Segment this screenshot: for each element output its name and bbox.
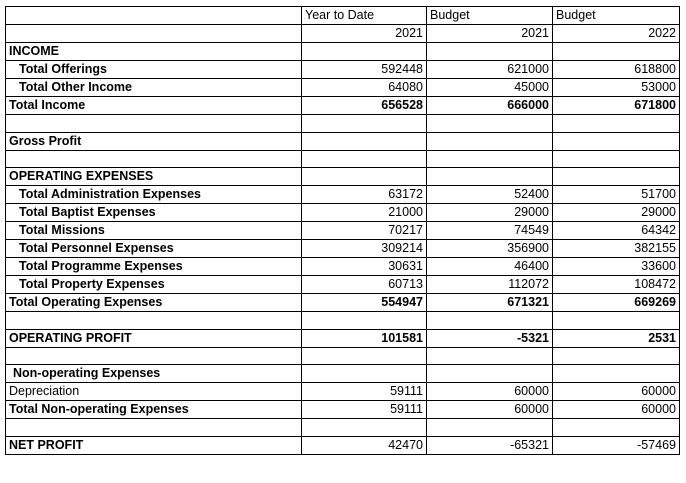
- total-non-operating-row: [6, 401, 680, 419]
- total-income-row: [6, 97, 680, 115]
- empty-cell: [427, 115, 553, 133]
- empty-cell: [427, 132, 553, 150]
- empty-cell: [6, 115, 302, 133]
- operating-profit-row: [6, 329, 680, 347]
- ytd-value: 656528: [302, 97, 427, 115]
- empty-cell: [427, 365, 553, 383]
- budget-2022-value: 51700: [553, 186, 680, 204]
- row-label: NET PROFIT: [6, 436, 302, 454]
- spacer-row: [6, 150, 680, 168]
- row-label: Total Baptist Expenses: [6, 204, 302, 222]
- empty-cell: [553, 312, 680, 330]
- non-operating-title-row: [6, 365, 680, 383]
- budget-2021-value: 60000: [427, 401, 553, 419]
- budget-2021-value: 356900: [427, 240, 553, 258]
- non-operating-title: Non-operating Expenses: [6, 365, 302, 383]
- empty-cell: [427, 168, 553, 186]
- table-row: [6, 61, 680, 79]
- header-row-labels: [6, 7, 680, 25]
- row-label: Gross Profit: [6, 132, 302, 150]
- empty-cell: [302, 150, 427, 168]
- empty-cell: [6, 150, 302, 168]
- row-label: Total Income: [6, 97, 302, 115]
- budget-2022-value: 33600: [553, 258, 680, 276]
- empty-cell: [553, 419, 680, 437]
- spacer-row: [6, 312, 680, 330]
- ytd-value: 21000: [302, 204, 427, 222]
- budget-2021-value: 45000: [427, 79, 553, 97]
- budget-2021-value: 60000: [427, 383, 553, 401]
- empty-cell: [302, 312, 427, 330]
- ytd-value: 554947: [302, 294, 427, 312]
- budget-2021-value: 52400: [427, 186, 553, 204]
- budget-2022-value: 669269: [553, 294, 680, 312]
- ytd-value: 592448: [302, 61, 427, 79]
- budget-2022-value: 618800: [553, 61, 680, 79]
- empty-cell: [6, 25, 302, 43]
- budget-2022-value: 64342: [553, 222, 680, 240]
- empty-cell: [427, 43, 553, 61]
- empty-cell: [302, 43, 427, 61]
- income-title: INCOME: [6, 43, 302, 61]
- ytd-value: 309214: [302, 240, 427, 258]
- empty-cell: [302, 115, 427, 133]
- ytd-value: 60713: [302, 276, 427, 294]
- empty-cell: [427, 419, 553, 437]
- ytd-value: 59111: [302, 383, 427, 401]
- table-row: [6, 222, 680, 240]
- row-label: Depreciation: [6, 383, 302, 401]
- empty-cell: [553, 115, 680, 133]
- empty-cell: [302, 419, 427, 437]
- budget-2021-value: 666000: [427, 97, 553, 115]
- row-label: Total Programme Expenses: [6, 258, 302, 276]
- ytd-value: 70217: [302, 222, 427, 240]
- col-budget-2021-year: 2021: [427, 25, 553, 43]
- header-row-years: [6, 25, 680, 43]
- empty-cell: [427, 312, 553, 330]
- empty-cell: [553, 150, 680, 168]
- row-label: Total Other Income: [6, 79, 302, 97]
- budget-2021-value: 621000: [427, 61, 553, 79]
- empty-cell: [553, 347, 680, 365]
- row-label: Total Offerings: [6, 61, 302, 79]
- col-budget-2021-header: Budget: [427, 7, 553, 25]
- budget-2022-value: 29000: [553, 204, 680, 222]
- table-row: [6, 258, 680, 276]
- table-row: [6, 383, 680, 401]
- budget-2021-value: 671321: [427, 294, 553, 312]
- row-label: Total Non-operating Expenses: [6, 401, 302, 419]
- empty-cell: [553, 168, 680, 186]
- total-operating-row: [6, 294, 680, 312]
- row-label: Total Missions: [6, 222, 302, 240]
- budget-2021-value: 29000: [427, 204, 553, 222]
- net-profit-row: [6, 436, 680, 454]
- budget-2022-value: 2531: [553, 329, 680, 347]
- empty-cell: [6, 312, 302, 330]
- ytd-value: 64080: [302, 79, 427, 97]
- row-label: Total Property Expenses: [6, 276, 302, 294]
- empty-cell: [302, 168, 427, 186]
- budget-2021-value: 112072: [427, 276, 553, 294]
- ytd-value: 42470: [302, 436, 427, 454]
- col-ytd-year: 2021: [302, 25, 427, 43]
- col-budget-2022-header: Budget: [553, 7, 680, 25]
- empty-cell: [427, 150, 553, 168]
- budget-2022-value: 60000: [553, 401, 680, 419]
- operating-title-row: [6, 168, 680, 186]
- ytd-value: 101581: [302, 329, 427, 347]
- financial-report-table: [5, 6, 680, 455]
- row-label: Total Personnel Expenses: [6, 240, 302, 258]
- spacer-row: [6, 419, 680, 437]
- table-row: [6, 240, 680, 258]
- empty-cell: [6, 7, 302, 25]
- budget-2022-value: 53000: [553, 79, 680, 97]
- row-label: Total Administration Expenses: [6, 186, 302, 204]
- ytd-value: 59111: [302, 401, 427, 419]
- empty-cell: [302, 132, 427, 150]
- budget-2022-value: 382155: [553, 240, 680, 258]
- row-label: OPERATING PROFIT: [6, 329, 302, 347]
- budget-2021-value: 74549: [427, 222, 553, 240]
- col-ytd-header: Year to Date: [302, 7, 427, 25]
- spacer-row: [6, 347, 680, 365]
- empty-cell: [6, 419, 302, 437]
- budget-2022-value: 671800: [553, 97, 680, 115]
- budget-2022-value: -57469: [553, 436, 680, 454]
- budget-2022-value: 60000: [553, 383, 680, 401]
- spacer-row: [6, 115, 680, 133]
- empty-cell: [553, 132, 680, 150]
- empty-cell: [553, 365, 680, 383]
- ytd-value: 63172: [302, 186, 427, 204]
- col-budget-2022-year: 2022: [553, 25, 680, 43]
- operating-title: OPERATING EXPENSES: [6, 168, 302, 186]
- empty-cell: [6, 347, 302, 365]
- budget-2021-value: 46400: [427, 258, 553, 276]
- empty-cell: [302, 365, 427, 383]
- table-row: [6, 186, 680, 204]
- table-row: [6, 204, 680, 222]
- empty-cell: [302, 347, 427, 365]
- budget-2021-value: -65321: [427, 436, 553, 454]
- empty-cell: [553, 43, 680, 61]
- empty-cell: [427, 347, 553, 365]
- row-label: Total Operating Expenses: [6, 294, 302, 312]
- table-row: [6, 79, 680, 97]
- budget-2022-value: 108472: [553, 276, 680, 294]
- budget-2021-value: -5321: [427, 329, 553, 347]
- ytd-value: 30631: [302, 258, 427, 276]
- gross-profit-row: [6, 132, 680, 150]
- table-row: [6, 276, 680, 294]
- income-title-row: [6, 43, 680, 61]
